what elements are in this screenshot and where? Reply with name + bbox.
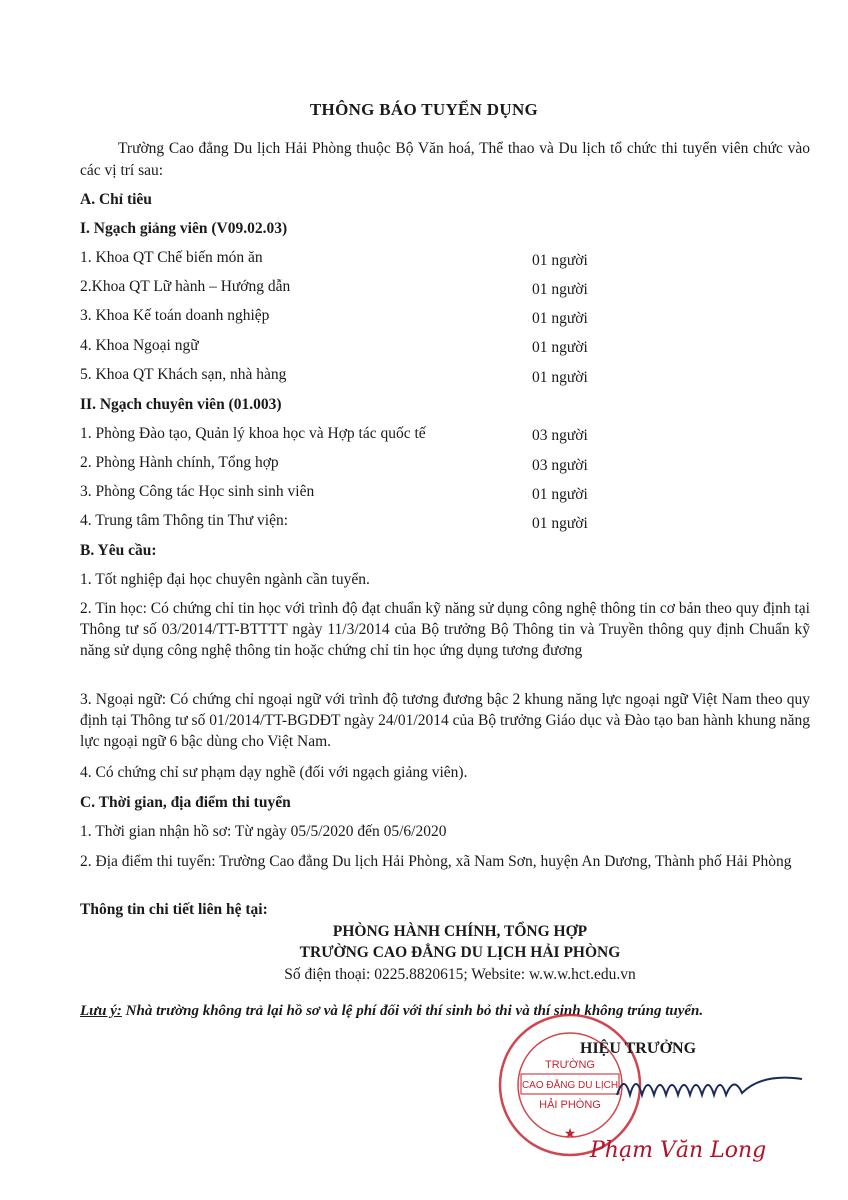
signer-name: Phạm Văn Long [590, 1138, 767, 1163]
signature-scribble [612, 1065, 812, 1115]
list-item-qty: 01 người [532, 486, 588, 503]
requirement-item: 3. Ngoại ngữ: Có chứng chỉ ngoại ngữ với trình độ tương đương bậc 2 khung năng lực ngoại ngữ Việt Nam theo quy định tại Thông tư số 01/2014/TT-BGDĐT ngày 24/01/2014 của Bộ trưởng Giáo dục và Đào tạo ban hành khung năng lực ngoại ngữ 6 bậc dùng cho Việt Nam. [80, 691, 810, 750]
list-item-qty: 01 người [532, 339, 588, 356]
svg-text:★: ★ [563, 1127, 577, 1142]
note-text: Nhà trường không trả lại hồ sơ và lệ phí đối với thí sinh bỏ thi và thí sinh không trúng tuyển. [121, 1003, 704, 1019]
list-item-qty: 01 người [532, 281, 588, 298]
stamp-line: CAO ĐẲNG DU LỊCH [521, 1080, 619, 1091]
signer-title: HIỆU TRƯỞNG [580, 1040, 697, 1057]
time-item: 1. Thời gian nhận hồ sơ: Từ ngày 05/5/2020 đến 05/6/2020 [80, 823, 447, 840]
contact-dept: PHÒNG HÀNH CHÍNH, TỔNG HỢP [332, 923, 588, 940]
list-item-qty: 03 người [532, 457, 588, 474]
requirement-item: 4. Có chứng chỉ sư phạm dạy nghề (đối với ngạch giảng viên). [80, 764, 468, 781]
list-item: 3. Khoa Kế toán doanh nghiệp [80, 307, 270, 324]
time-item: 2. Địa điểm thi tuyển: Trường Cao đẳng Du lịch Hải Phòng, xã Nam Sơn, huyện An Dương, Thành phố Hải Phòng [80, 853, 792, 870]
note-label: Lưu ý: [80, 1003, 122, 1019]
intro-paragraph: Trường Cao đẳng Du lịch Hải Phòng thuộc Bộ Văn hoá, Thể thao và Du lịch tổ chức thi tuyển viên chức vào các vị trí sau: [80, 140, 810, 179]
requirement-item: 1. Tốt nghiệp đại học chuyên ngành cần tuyển. [80, 571, 370, 588]
contact-school: TRƯỜNG CAO ĐẲNG DU LỊCH HẢI PHÒNG [299, 944, 621, 961]
list-item: 2.Khoa QT Lữ hành – Hướng dẫn [80, 278, 291, 295]
list-item-qty: 03 người [532, 427, 588, 444]
list-item-qty: 01 người [532, 515, 588, 532]
stamp-line: TRƯỜNG [545, 1059, 595, 1071]
section-c-heading: C. Thời gian, địa điểm thi tuyển [80, 794, 291, 811]
group2-heading: II. Ngạch chuyên viên (01.003) [80, 396, 282, 413]
stamp-line: HẢI PHÒNG [539, 1099, 601, 1111]
contact-label: Thông tin chi tiết liên hệ tại: [80, 901, 268, 918]
group1-heading: I. Ngạch giảng viên (V09.02.03) [80, 220, 288, 237]
page-title: THÔNG BÁO TUYỂN DỤNG [309, 100, 539, 119]
list-item: 4. Khoa Ngoại ngữ [80, 337, 199, 354]
list-item: 2. Phòng Hành chính, Tổng hợp [80, 454, 279, 471]
section-b-heading: B. Yêu cầu: [80, 542, 157, 559]
list-item: 3. Phòng Công tác Học sinh sinh viên [80, 483, 315, 500]
list-item-qty: 01 người [532, 369, 588, 386]
contact-phone: Số điện thoại: 0225.8820615; Website: w.w.w.hct.edu.vn [284, 966, 636, 983]
requirement-item: 2. Tin học: Có chứng chỉ tin học với trình độ đạt chuẩn kỹ năng sử dụng công nghệ thông tin cơ bản theo quy định tại Thông tư số 03/2014/TT-BTTTT ngày 11/3/2014 của Bộ trưởng Bộ Thông tin và Truyền thông quy định Chuẩn kỹ năng sử dụng công nghệ thông tin hoặc chứng chỉ tin học ứng dụng tương đương [80, 600, 810, 659]
list-item: 5. Khoa QT Khách sạn, nhà hàng [80, 366, 287, 383]
list-item: 4. Trung tâm Thông tin Thư viện: [80, 512, 289, 529]
list-item: 1. Phòng Đào tạo, Quản lý khoa học và Hợp tác quốc tế [80, 425, 426, 442]
section-a-heading: A. Chỉ tiêu [80, 191, 152, 208]
list-item-qty: 01 người [532, 252, 588, 269]
list-item-qty: 01 người [532, 310, 588, 327]
list-item: 1. Khoa QT Chế biến món ăn [80, 249, 263, 266]
